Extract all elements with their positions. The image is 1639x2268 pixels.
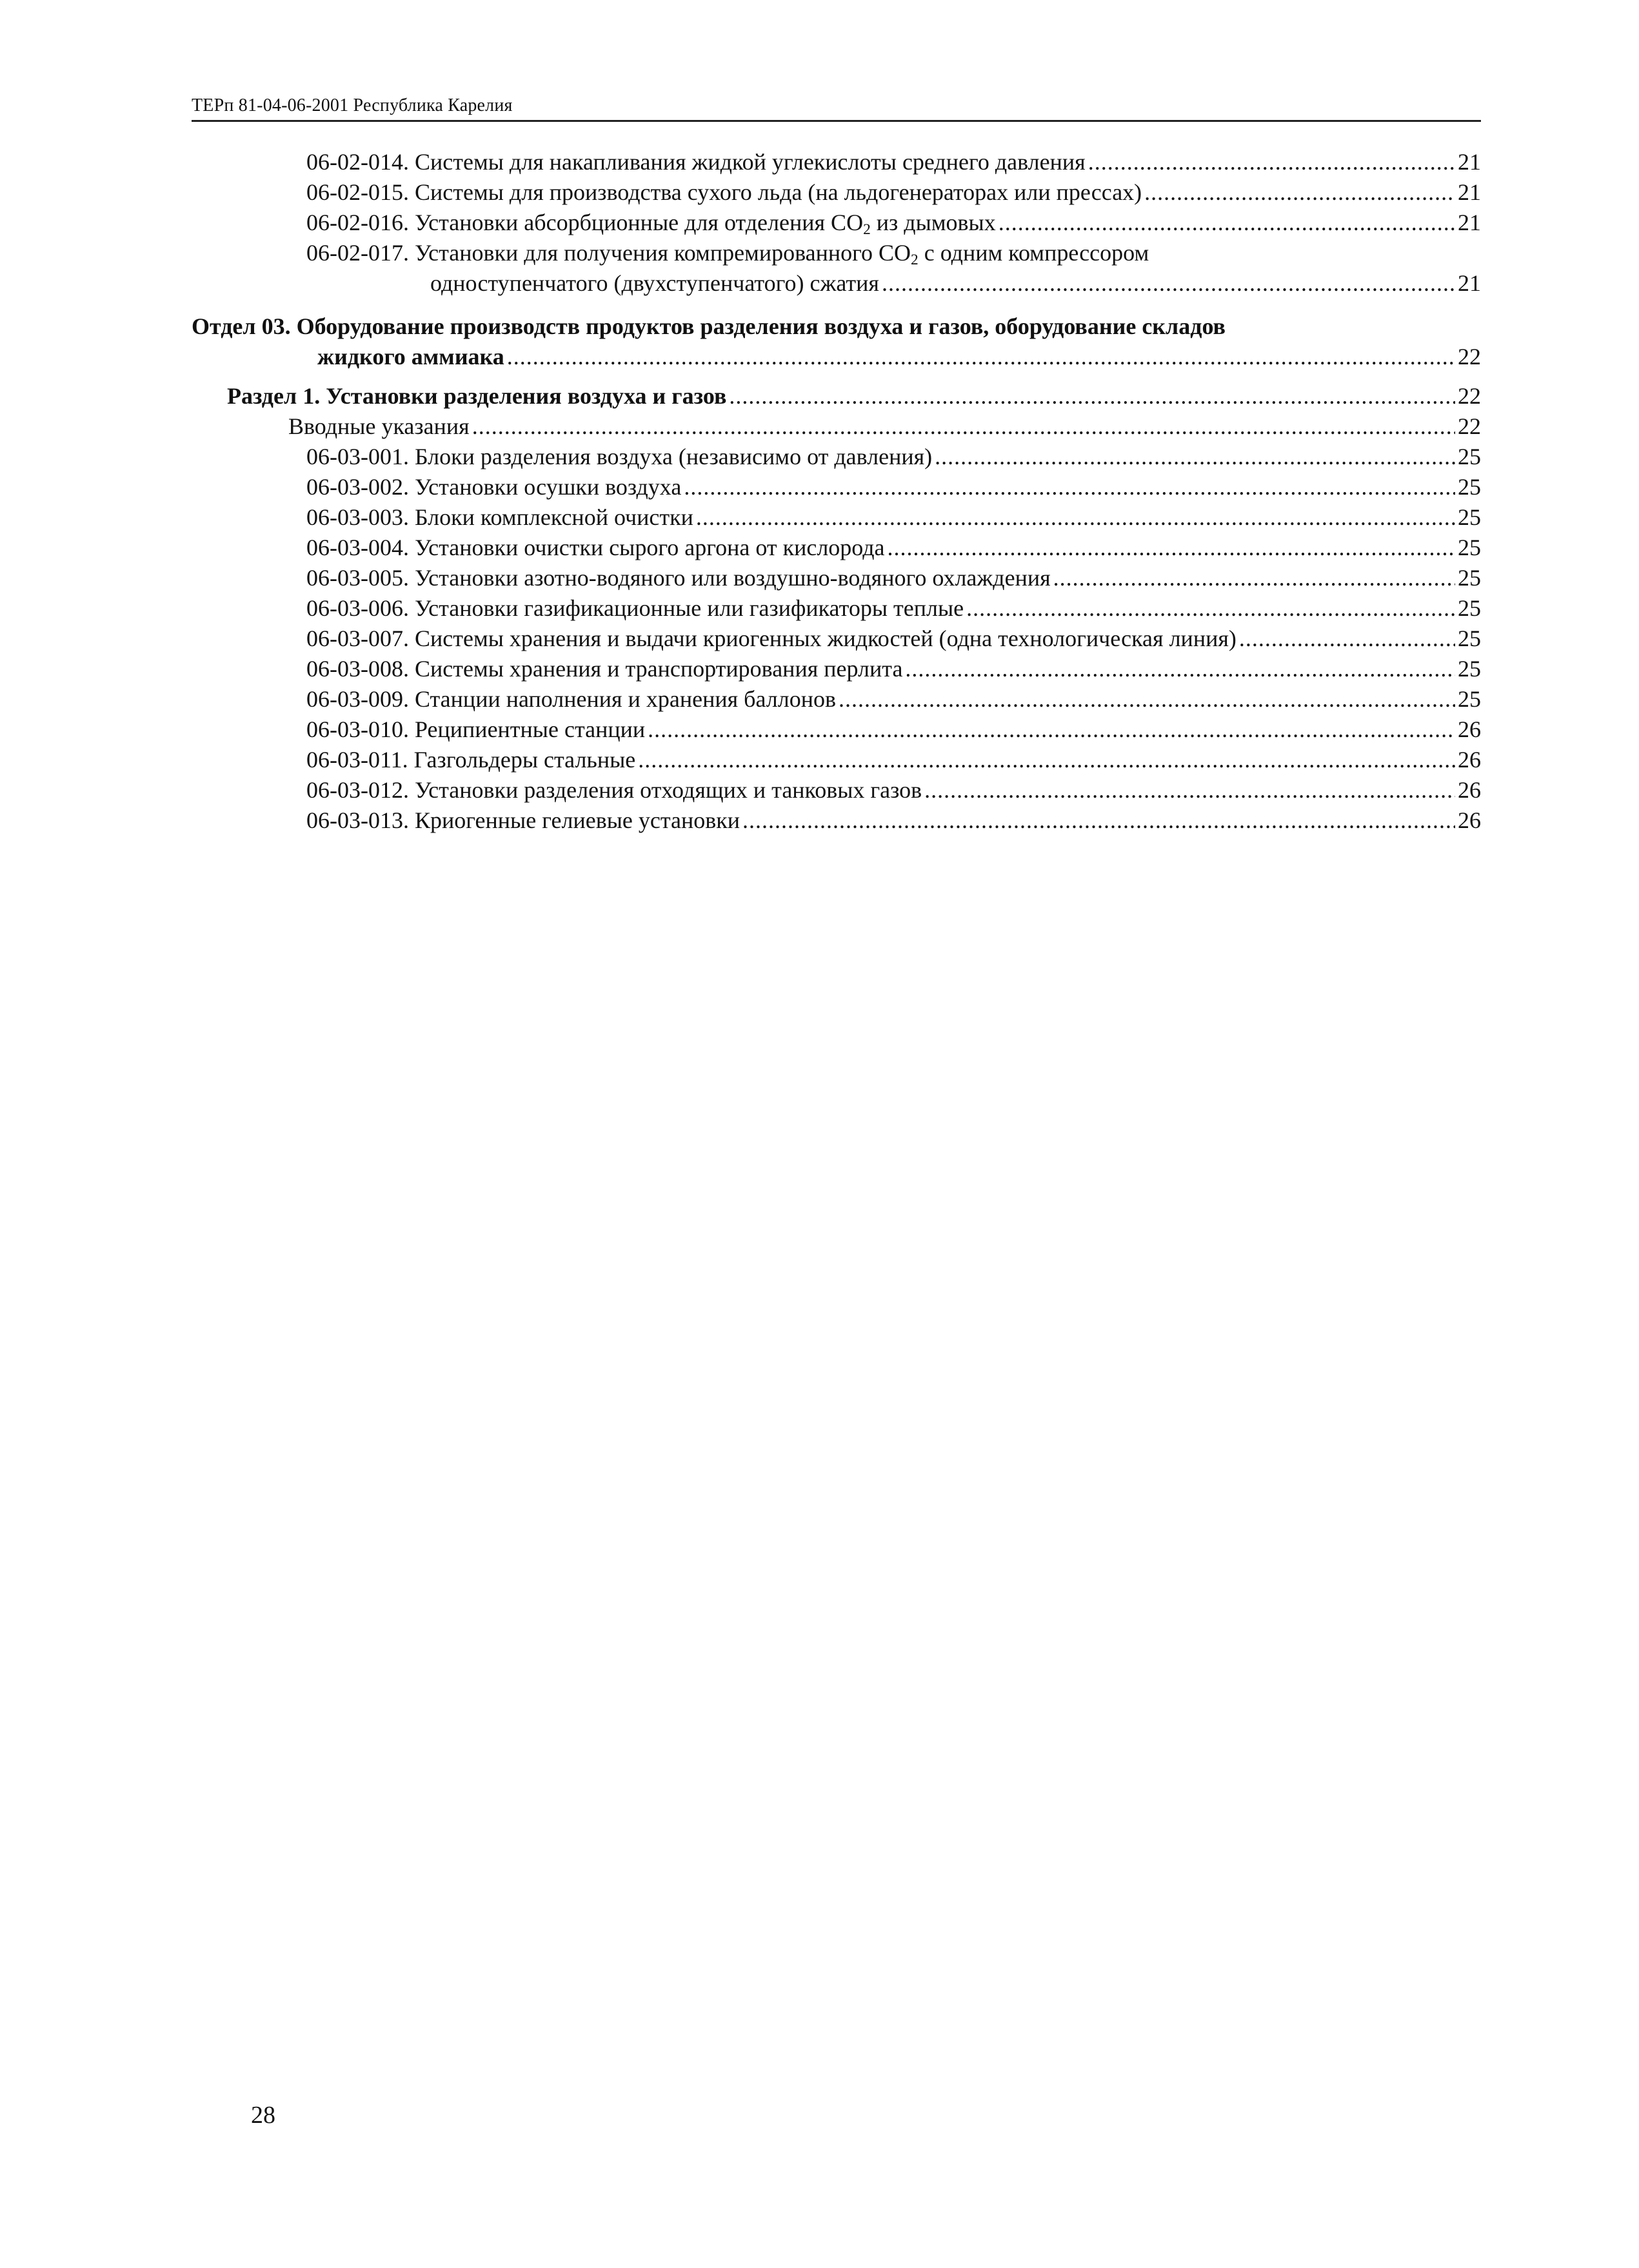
toc-entry-text xyxy=(306,208,996,238)
page-number: 28 xyxy=(251,2102,275,2129)
toc-entry-text: 06-03-007. Системы хранения и выдачи криогенных жидкостей (одна технологическая линия) xyxy=(306,626,1237,651)
toc-entry-06-03-012[interactable] xyxy=(192,775,1481,805)
toc-entry-06-02-017-line1[interactable] xyxy=(192,238,1481,268)
toc-entry-06-03-005[interactable] xyxy=(192,563,1481,593)
toc-entry-page: 25 xyxy=(1458,474,1481,500)
toc-entry-page: 26 xyxy=(1458,716,1481,742)
header-rule xyxy=(192,120,1481,122)
subscript: 2 xyxy=(911,251,919,268)
toc-entry-06-02-015[interactable] xyxy=(192,177,1481,208)
dot-leader xyxy=(1239,624,1455,654)
toc-entry-text: 06-03-012. Установки разделения отходящих и танковых газов xyxy=(306,777,922,803)
toc-entry-page: 22 xyxy=(1458,413,1481,439)
toc-entry-text: 06-03-006. Установки газификационные или газификаторы теплые xyxy=(306,595,964,621)
toc-entry-page: 26 xyxy=(1458,777,1481,803)
toc-entry-06-03-003[interactable] xyxy=(192,502,1481,533)
dot-leader xyxy=(966,593,1455,624)
dot-leader xyxy=(924,775,1455,805)
toc-entry-page: 25 xyxy=(1458,565,1481,591)
toc-entry-06-03-004[interactable] xyxy=(192,533,1481,563)
toc-entry-06-03-007[interactable] xyxy=(192,624,1481,654)
toc-entry-text: Раздел 1. Установки разделения воздуха и газов xyxy=(227,383,727,409)
dot-leader xyxy=(905,654,1455,684)
toc-entry-page: 25 xyxy=(1458,686,1481,712)
dot-leader xyxy=(1053,563,1455,593)
table-of-contents xyxy=(192,147,1481,836)
toc-entry-page: 25 xyxy=(1458,656,1481,682)
toc-entry-text: 06-03-002. Установки осушки воздуха xyxy=(306,474,682,500)
toc-entry-page: 21 xyxy=(1458,210,1481,235)
toc-entry-text-part: 06-02-017. Установки для получения компремированного СО xyxy=(306,240,911,266)
toc-entry-text: 06-03-008. Системы хранения и транспортирования перлита xyxy=(306,656,903,682)
dot-leader xyxy=(888,533,1455,563)
dot-leader xyxy=(742,805,1455,836)
dot-leader xyxy=(882,268,1455,299)
dot-leader xyxy=(507,342,1455,372)
dot-leader xyxy=(1144,177,1455,208)
toc-entry-text: 06-03-010. Реципиентные станции xyxy=(306,716,646,742)
toc-entry-intro[interactable] xyxy=(192,411,1481,442)
toc-entry-text: 06-03-001. Блоки разделения воздуха (независимо от давления) xyxy=(306,444,933,469)
toc-entry-page: 22 xyxy=(1458,383,1481,409)
toc-entry-06-02-017-line2[interactable] xyxy=(192,268,1481,299)
toc-entry-page: 25 xyxy=(1458,535,1481,560)
dot-leader xyxy=(648,715,1455,745)
toc-entry-06-03-002[interactable] xyxy=(192,472,1481,502)
toc-entry-page: 25 xyxy=(1458,444,1481,469)
spacer xyxy=(192,372,1481,381)
dot-leader xyxy=(935,442,1455,472)
dot-leader xyxy=(839,684,1455,715)
toc-entry-text: 06-03-013. Криогенные гелиевые установки xyxy=(306,807,740,833)
toc-entry-text: Вводные указания xyxy=(288,413,470,439)
subscript: 2 xyxy=(863,221,871,238)
toc-entry-page: 21 xyxy=(1458,270,1481,296)
toc-entry-page: 22 xyxy=(1458,344,1481,370)
toc-entry-page: 25 xyxy=(1458,595,1481,621)
toc-entry-06-03-009[interactable] xyxy=(192,684,1481,715)
toc-entry-page: 25 xyxy=(1458,504,1481,530)
toc-entry-text: одноступенчатого (двухступенчатого) сжатия xyxy=(430,270,879,296)
running-header: ТЕРп 81-04-06-2001 Республика Карелия xyxy=(192,95,513,115)
toc-entry-text: 06-03-003. Блоки комплексной очистки xyxy=(306,504,693,530)
toc-entry-page: 26 xyxy=(1458,807,1481,833)
dot-leader xyxy=(472,411,1455,442)
toc-entry-text-part: 06-02-016. Установки абсорбционные для отделения СО xyxy=(306,210,864,235)
dot-leader xyxy=(998,208,1455,238)
toc-entry-page: 21 xyxy=(1458,179,1481,205)
toc-section-heading[interactable] xyxy=(192,381,1481,411)
toc-entry-text-part: с одним компрессором xyxy=(918,240,1149,266)
toc-department-heading-line2[interactable] xyxy=(192,342,1481,372)
toc-entry-06-03-001[interactable] xyxy=(192,442,1481,472)
toc-entry-text-part: из дымовых xyxy=(870,210,996,235)
toc-entry-text: 06-02-015. Системы для производства сухого льда (на льдогенераторах или прессах) xyxy=(306,179,1142,205)
dot-leader xyxy=(696,502,1455,533)
dot-leader xyxy=(729,381,1455,411)
toc-entry-text: 06-03-004. Установки очистки сырого аргона от кислорода xyxy=(306,535,885,560)
toc-entry-06-03-006[interactable] xyxy=(192,593,1481,624)
toc-entry-06-03-008[interactable] xyxy=(192,654,1481,684)
toc-entry-text: 06-03-009. Станции наполнения и хранения баллонов xyxy=(306,686,836,712)
dot-leader xyxy=(638,745,1455,775)
toc-entry-06-03-011[interactable] xyxy=(192,745,1481,775)
toc-entry-06-03-013[interactable] xyxy=(192,805,1481,836)
dot-leader xyxy=(684,472,1455,502)
toc-entry-page: 25 xyxy=(1458,626,1481,651)
toc-entry-06-02-016[interactable] xyxy=(192,208,1481,238)
toc-entry-text: жидкого аммиака xyxy=(317,344,504,370)
toc-entry-06-02-014[interactable] xyxy=(192,147,1481,177)
toc-entry-page: 26 xyxy=(1458,747,1481,773)
toc-entry-text: 06-03-005. Установки азотно-водяного или воздушно-водяного охлаждения xyxy=(306,565,1051,591)
dot-leader xyxy=(1088,147,1455,177)
toc-department-heading-line1[interactable]: Отдел 03. Оборудование производств продуктов разделения воздуха и газов, оборудование складов xyxy=(192,313,1226,339)
toc-entry-text: 06-02-014. Системы для накапливания жидкой углекислоты среднего давления xyxy=(306,149,1086,175)
toc-entry-page: 21 xyxy=(1458,149,1481,175)
toc-entry-06-03-010[interactable] xyxy=(192,715,1481,745)
spacer xyxy=(192,299,1481,311)
toc-entry-text: 06-03-011. Газгольдеры стальные xyxy=(306,747,636,773)
